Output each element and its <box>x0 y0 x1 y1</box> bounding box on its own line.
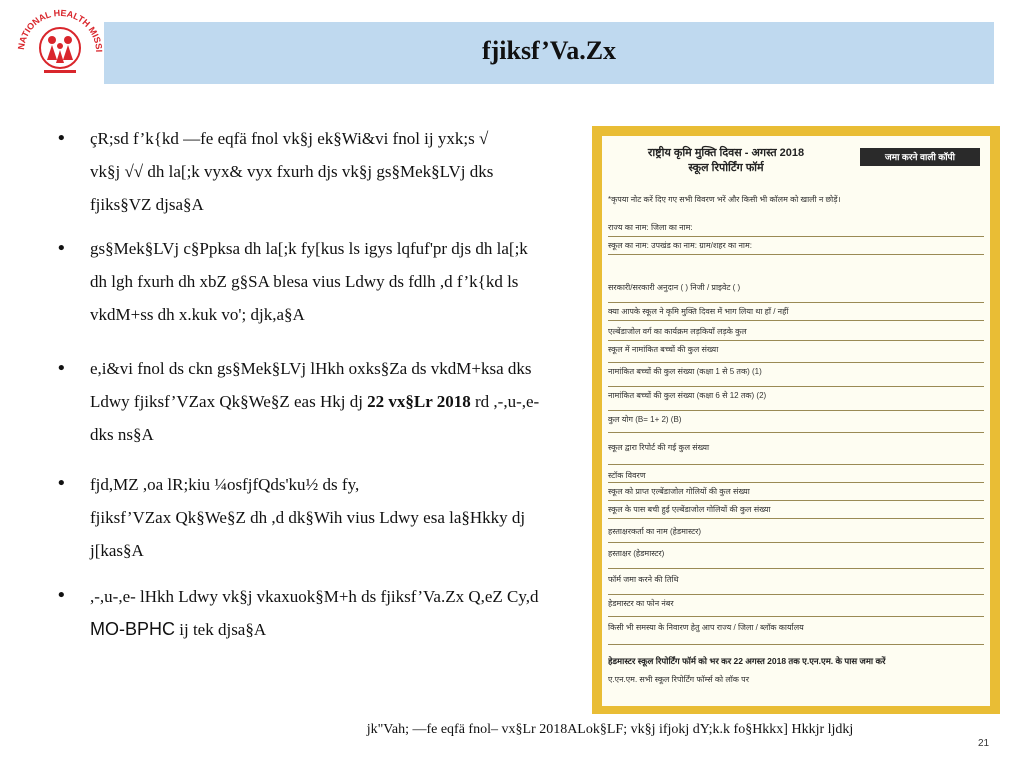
bullet-text-4 <box>90 468 570 567</box>
bullet-3-line-3: dks ns§A <box>90 425 154 444</box>
form-title <box>602 146 850 176</box>
form-row: फॉर्म जमा करने की तिथि <box>608 574 984 595</box>
bullet-3-line-2-end: rd ,-,u-,e- <box>470 392 540 411</box>
bullet-1-line-3: fjiks§VZ djsa§A <box>90 195 204 214</box>
bullet-4-line-2: fjiksf’VZax Qk§We§Z dh ,d dk§Wih vius Ldwy esa la§Hkky dj <box>90 508 526 527</box>
form-row: राज्य का नाम: जिला का नाम: <box>608 222 984 237</box>
bullet-marker: • <box>56 473 67 494</box>
deadline-date: 22 vx§Lr 2018 <box>367 392 471 411</box>
form-row: स्कूल द्वारा रिपोर्ट की गई कुल संख्या <box>608 442 984 465</box>
mo-bphc-label: MO-BPHC <box>90 619 175 639</box>
reporting-form-image <box>592 126 1000 714</box>
bullet-4-line-1: fjd,MZ ,oa lR;kiu ¼osfjfQds'ku½ ds fy, <box>90 475 360 494</box>
bullet-2-line-1: gs§Mek§LVj c§Ppksa dh la[;k fy[kus ls igys lqfuf'pr djs dh la[;k <box>90 239 528 258</box>
bullet-marker: • <box>56 358 67 379</box>
bullet-1-line-2: vk§j √√ dh la[;k vyx& vyx fxurh djs vk§j gs§Mek§LVj dks <box>90 162 494 181</box>
nhm-logo <box>14 8 106 76</box>
bullet-1-line-1: çR;sd f’k{kd —fe eqfä fnol vk§j ek§Wi&vi fnol ij yxk;s √ <box>90 129 489 148</box>
bullet-5-line-1: ,-,u-,e- lHkh Ldwy vk§j vkaxuok§M+h ds fjiksf’Va.Zx Q,eZ Cy,d <box>90 587 539 606</box>
form-row: हस्ताक्षरकर्ता का नाम (हेडमास्टर) <box>608 526 984 543</box>
bullet-4-line-3: j[kas§A <box>90 541 144 560</box>
logo-text: NATIONAL HEALTH MISSI <box>15 8 105 53</box>
form-row: कुल योग (B= 1+ 2) (B) <box>608 414 984 433</box>
form-row: किसी भी समस्या के निवारण हेतु आप राज्य / जिला / ब्लॉक कार्यालय <box>608 622 984 645</box>
form-footer-2: ए.एन.एम. सभी स्कूल रिपोर्टिंग फॉर्म्स को लॉक पर <box>608 675 749 684</box>
bullet-5-line-2-end: ij tek djsa§A <box>179 620 267 639</box>
page-title: fjiksf’Va.Zx <box>481 36 617 65</box>
bullet-text-3 <box>90 352 570 451</box>
form-title-line-1: राष्ट्रीय कृमि मुक्ति दिवस - अगस्त 2018 <box>647 147 805 159</box>
bullet-3-line-2 <box>90 385 570 418</box>
form-row: क्या आपके स्कूल ने कृमि मुक्ति दिवस में भाग लिया था हाँ / नहीं <box>608 306 984 321</box>
bullet-text-2 <box>90 232 570 331</box>
bullet-2-line-3: vkdM+ss dh x.kuk vo'; djk,a§A <box>90 305 305 324</box>
bullet-5-line-2 <box>90 613 570 646</box>
form-sheet <box>602 136 990 706</box>
form-row: स्कूल में नामांकित बच्चों की कुल संख्या <box>608 344 984 363</box>
title-band <box>104 22 994 84</box>
form-row: स्कूल को प्राप्त एल्बेंडाजोल गोलियों की कुल संख्या <box>608 486 984 501</box>
form-row: नामांकित बच्चों की कुल संख्या (कक्षा 6 से 12 तक) (2) <box>608 390 984 411</box>
page-number: 21 <box>978 738 990 749</box>
form-copy-badge: जमा करने वाली कॉपी <box>860 148 980 166</box>
bullet-text-5 <box>90 580 570 646</box>
form-title-line-2: स्कूल रिपोर्टिंग फॉर्म <box>688 162 764 174</box>
form-row: *कृपया नोट करें दिए गए सभी विवरण भरें और किसी भी कॉलम को खाली न छोड़ें। <box>608 195 841 204</box>
source-footer: jk"Vah; —fe eqfä fnol– vx§Lr 2018ALok§LF; vk§j ifjokj dY;k.k fo§Hkkx] Hkkjr ljdkj <box>366 722 854 737</box>
bullet-2-line-2: dh lgh fxurh dh xbZ g§SA blesa vius Ldwy ds fdlh ,d f’k{kd ls <box>90 272 519 291</box>
form-row: एल्बेंडाजोल वर्ग का कार्यक्रम लड़कियाँ लड़के कुल <box>608 326 984 341</box>
bullet-3-line-2-start: Ldwy fjiksf’VZax Qk§We§Z eas Hkj dj <box>90 392 368 411</box>
bullet-marker: • <box>56 238 67 259</box>
form-row: स्टॉक विवरण <box>608 470 984 483</box>
bullet-marker: • <box>56 585 67 606</box>
form-row: स्कूल के पास बची हुई एल्बेंडाजोल गोलियों की कुल संख्या <box>608 504 984 519</box>
bullet-marker: • <box>56 128 67 149</box>
bullet-text-1 <box>90 122 570 221</box>
form-row: नामांकित बच्चों की कुल संख्या (कक्षा 1 से 5 तक) (1) <box>608 366 984 387</box>
form-row: स्कूल का नाम: उपखंड का नाम: ग्राम/शहर का नाम: <box>608 240 984 255</box>
form-footer-1: हेडमास्टर स्कूल रिपोर्टिंग फॉर्म को भर कर 22 अगस्त 2018 तक ए.एन.एम. के पास जमा करें <box>608 656 886 666</box>
form-row: हेडमास्टर का फोन नंबर <box>608 598 984 617</box>
bullet-3-line-1: e,i&vi fnol ds ckn gs§Mek§LVj lHkh oxks§Za ds vkdM+ksa dks <box>90 359 532 378</box>
form-row: सरकारी/सरकारी अनुदान ( ) निजी / प्राइवेट ( ) <box>608 282 984 303</box>
form-row: हस्ताक्षर (हेडमास्टर) <box>608 548 984 569</box>
